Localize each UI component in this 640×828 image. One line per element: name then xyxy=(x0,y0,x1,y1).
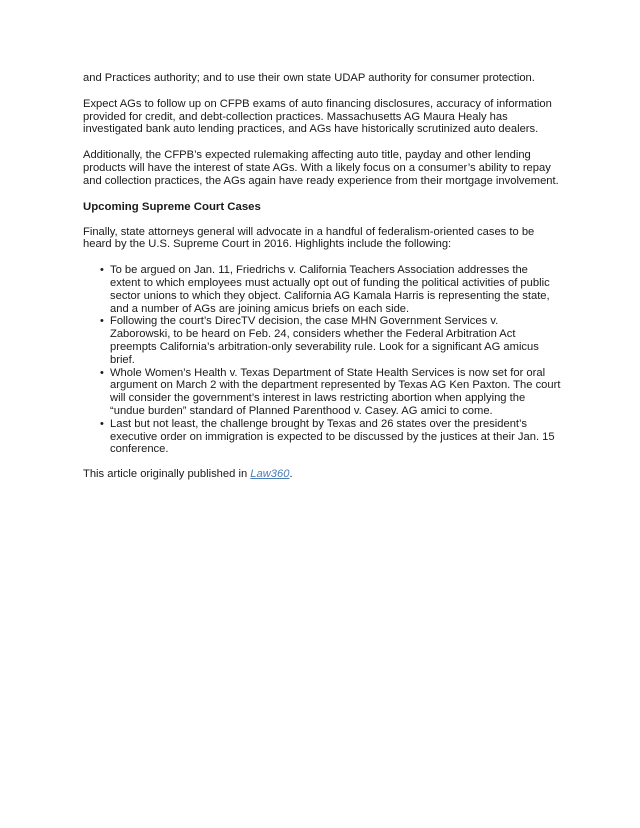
bullet-marker: • xyxy=(100,264,104,277)
list-item-text: Last but not least, the challenge brought by Texas and 26 states over the president’s executive order on immigration is expected to be discussed by the justices at their Jan. 15 conference. xyxy=(110,417,555,456)
source-note-suffix: . xyxy=(289,468,293,481)
list-item xyxy=(100,315,561,366)
section-heading: Upcoming Supreme Court Cases xyxy=(83,200,261,213)
document-page xyxy=(83,72,561,494)
list-item-text: Whole Women’s Health v. Texas Department of State Health Services is now set for oral argument on March 2 with the department represented by Texas AG Ken Paxton. The court will consider the government’s interest in laws restricting abortion when applying the “undue burden” standard of Planned Parenthood v. Casey. AG amici to come. xyxy=(110,366,561,417)
source-note-prefix: This article originally published in xyxy=(83,468,251,481)
section-intro: Finally, state attorneys general will advocate in a handful of federalism-oriented cases to be heard by the U.S. Supreme Court in 2016. Highlights include the following: xyxy=(83,225,535,251)
list-item xyxy=(100,417,561,456)
cases-list xyxy=(83,264,561,456)
bullet-marker: • xyxy=(100,366,104,379)
list-item xyxy=(100,366,561,418)
paragraph-cfpb-rulemaking: Additionally, the CFPB’s expected rulemaking affecting auto title, payday and other lending products will have the interest of state AGs. With a likely focus on a consumer’s ability to repay and collection practices, the AGs again have ready experience from their mortgage involvement. xyxy=(83,149,559,187)
bullet-marker: • xyxy=(100,417,104,430)
source-note xyxy=(83,468,561,481)
paragraph-udap: and Practices authority; and to use their own state UDAP authority for consumer protection. xyxy=(83,72,535,84)
list-item xyxy=(100,264,561,315)
bullet-marker: • xyxy=(100,315,104,328)
law360-link[interactable]: Law360 xyxy=(250,468,290,481)
list-item-text: To be argued on Jan. 11, Friedrichs v. California Teachers Association addresses the extent to which employees must actually opt out of funding the political activities of public sector unions to which they object. California AG Kamala Harris is representing the state, and a number of AGs are joining amicus briefs on each side. xyxy=(110,264,550,315)
list-item-text: Following the court’s DirecTV decision, the case MHN Government Services v. Zaborowski, to be heard on Feb. 24, considers whether the Federal Arbitration Act preempts California’s arbitration-only severability rule. Look for a significant AG amicus brief. xyxy=(110,315,539,366)
paragraph-auto-financing: Expect AGs to follow up on CFPB exams of auto financing disclosures, accuracy of information provided for credit, and debt-collection practices. Massachusetts AG Maura Healy has investigated bank auto lending practices, and AGs have historically scrutinized auto dealers. xyxy=(83,97,552,136)
